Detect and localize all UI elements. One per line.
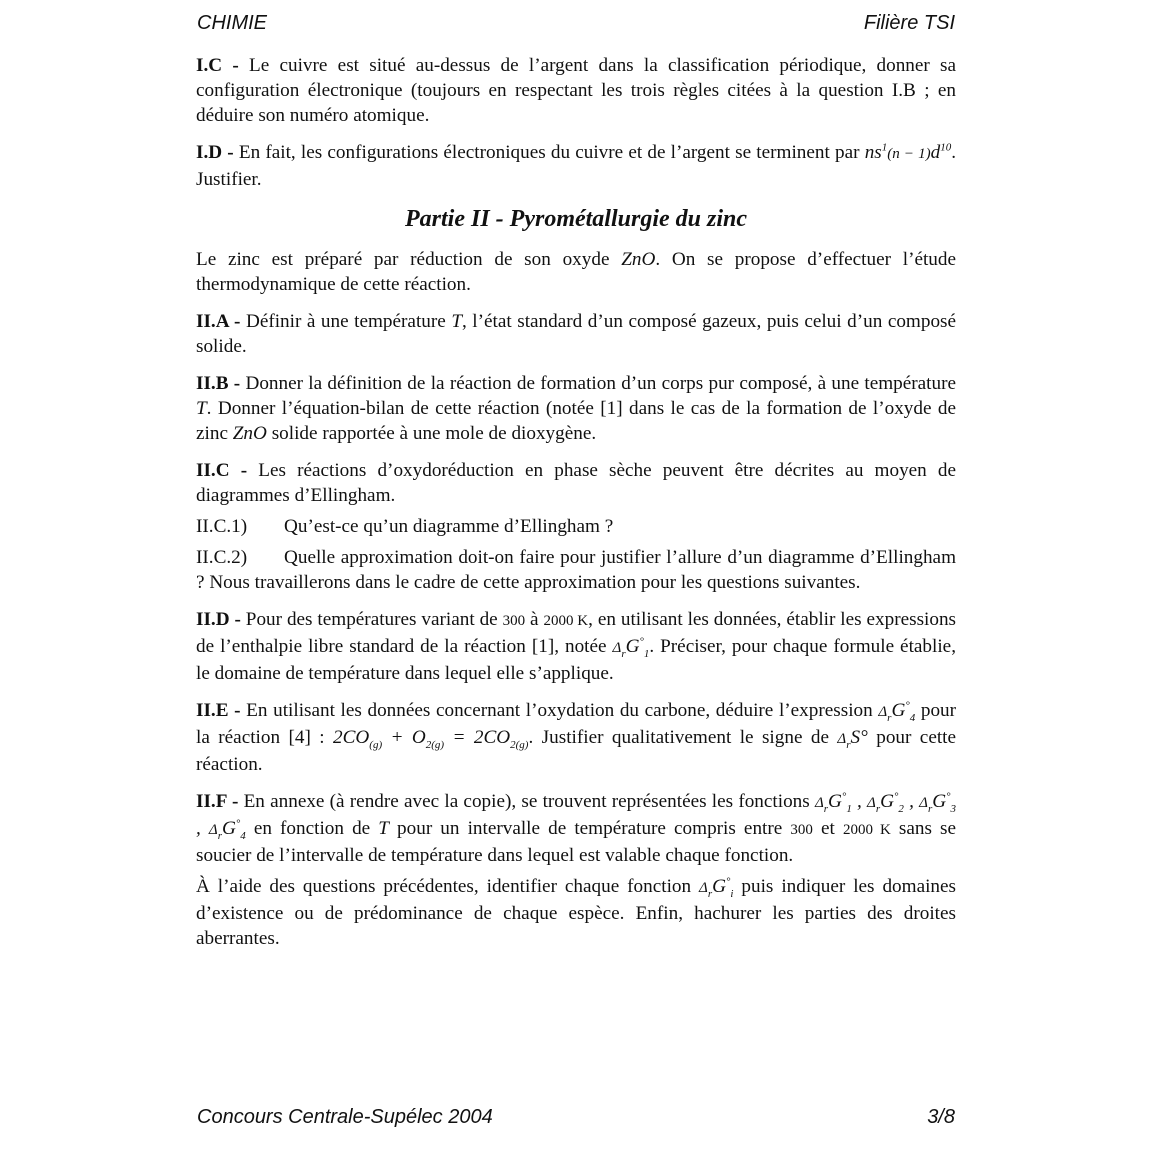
question-IIE: II.E - En utilisant les données concernant l’oxydation du carbone, déduire l’expression $\Delta_rG^\circ_4$ pour la réaction [4] : $2CO_{(g)} + O_{2(g)} = 2CO_{2(g)}$. Justifier qualitativement le signe de $\Delta_rS^\circ$ pour cette réaction. [196,699,957,775]
formula-drG4: $\Delta_rG^\circ_4$ [878,699,916,724]
symbol-T: T [196,398,207,419]
part-title: Partie II - Pyrométallurgie du zinc [405,206,747,232]
symbol-T: T [451,311,462,332]
question-label: II.C - [196,460,248,481]
question-label: I.C - [196,55,239,76]
footer-page-number: 3/8 [927,1106,955,1128]
question-IID: II.D - Pour des températures variant de 300 à 2000 K, en utilisant les données, établir les expressions de l’enthalpie libre standard de la réaction [1], notée $\Delta_rG^\circ_1$. Préciser, pour chaque formule établie, le domaine de température dans lequel elle s’applique. [196,609,957,684]
symbol-T: T [378,818,389,839]
formula-ZnO: ZnO [232,423,267,444]
question-ID: I.D - En fait, les configurations électroniques du cuivre et de l’argent se terminent par $ns^1(n - 1)d^{10}$. Justifier. [196,141,957,190]
formula-ZnO: ZnO [621,249,656,270]
question-IIB: II.B - Donner la définition de la réaction de formation d’un corps pur composé, à une température T. Donner l’équation-bilan de cette réaction (notée [1] dans le cas de la formation de l’oxyde de zinc ZnO solide rapportée à une mole de dioxygène. [196,373,957,444]
question-label: II.A - [196,311,241,332]
question-IIF: II.F - En annexe (à rendre avec la copie), se trouvent représentées les fonctions $\Delta_rG^\circ_1$ , $\Delta_rG^\circ_2$ , $\Delta_rG^\circ_3$ , $\Delta_rG^\circ_4$ en fonction de T pour un intervalle de température compris entre 300 et 2000 K sans se soucier de l’intervalle de température dans lequel est valable chaque fonction. [196,790,957,866]
formula-drS: $\Delta_rS^\circ$ [837,727,868,751]
question-IIC: II.C - Les réactions d’oxydoréduction en phase sèche peuvent être décrites au moyen de diagrammes d’Ellingham. [196,460,957,506]
subquestion-number: II.C.2) [196,547,248,568]
intro-paragraph: Le zinc est préparé par réduction de son oxyde ZnO. On se propose d’effectuer l’étude thermodynamique de cette réaction. [196,249,957,295]
question-label: II.E - [196,700,241,721]
header-track: Filière TSI [863,12,955,34]
reaction-equation: $2CO_{(g)} + O_{2(g)} = 2CO_{2(g)}$ [333,727,529,751]
footer-contest: Concours Centrale-Supélec 2004 [197,1106,493,1128]
formula-drG1: $\Delta_rG^\circ_1$ [612,635,650,660]
subquestion-number: II.C.1) [196,516,248,537]
header-subject: CHIMIE [197,12,267,34]
formula-drGi: $\Delta_rG^\circ_i$ [699,875,734,900]
question-text: En fait, les configurations électroniques du cuivre et de l’argent se terminent par [238,142,860,163]
page-body [196,53,956,963]
final-paragraph: À l’aide des questions précédentes, identifier chaque fonction $\Delta_rG^\circ_i$ puis indiquer les domaines d’existence ou de prédominance de chaque espèce. Enfin, hachurer les parties des droites aberrantes. [196,875,956,949]
question-label: II.F - [196,791,239,812]
formula-list-drG: $\Delta_rG^\circ_1$ , $\Delta_rG^\circ_2$ , $\Delta_rG^\circ_3$ , $\Delta_rG^\circ_4$ [196,790,956,842]
question-label: II.B - [196,373,241,394]
question-label: II.D - [196,609,241,630]
question-IC [196,53,956,128]
question-IIA: II.A - Définir à une température T, l’état standard d’un composé gazeux, puis celui d’un composé solide. [196,311,957,357]
question-text: Le cuivre est situé au-dessus de l’argent dans la classification périodique, donner sa configuration électronique (toujours en respectant les trois règles citées à la question I.B ; en déduire son numéro atomique. [196,55,957,126]
question-label: I.D - [196,142,234,163]
electron-config-formula: $ns^1(n - 1)d^{10}$ [864,141,952,163]
question-IIC1: II.C.1) Qu’est-ce qu’un diagramme d’Ellingham ? [196,516,614,537]
question-IIC2: II.C.2) Quelle approximation doit-on faire pour justifier l’allure d’un diagramme d’Ellingham ? Nous travaillerons dans le cadre de cette approximation pour les questions suivantes. [196,547,956,593]
